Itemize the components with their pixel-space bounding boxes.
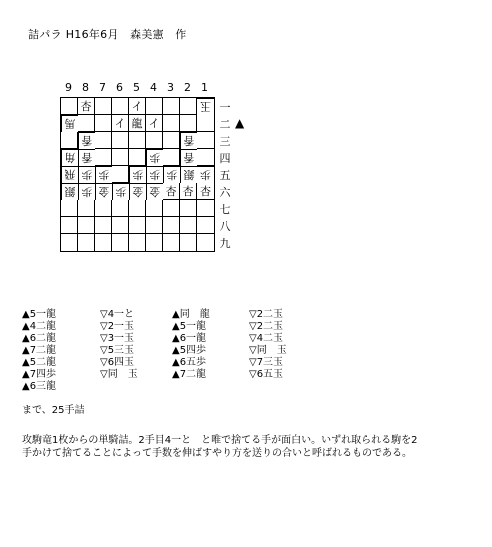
board-piece: 角 — [61, 149, 78, 166]
puzzle-commentary: 攻駒竜1枚からの単騎詰。2手目4一と と唯で捨てる手が面白い。いずれ取られる駒を2手かけて捨てることによって手数を伸ばすやり方を送りの合いと呼ばれるものである。 — [22, 435, 418, 459]
board-square — [163, 98, 180, 115]
rank-label: 九 — [219, 237, 231, 250]
file-label: 3 — [167, 81, 174, 94]
board-piece: 香 — [180, 132, 197, 149]
board-piece: 馬 — [61, 115, 78, 132]
board-square — [61, 132, 78, 149]
board-square — [78, 234, 95, 251]
board-square — [112, 166, 129, 183]
board-square — [129, 234, 146, 251]
board-piece: 歩 — [146, 149, 163, 166]
board-square — [163, 149, 180, 166]
board-square — [197, 200, 214, 217]
move-entry: ▽7三玉 — [249, 357, 284, 368]
board-square — [78, 115, 95, 132]
move-entry: ▽4二玉 — [249, 333, 284, 344]
board-square — [129, 217, 146, 234]
board-square — [78, 200, 95, 217]
board-square — [180, 200, 197, 217]
board-square — [61, 200, 78, 217]
move-entry: ▲6二龍 — [22, 333, 57, 344]
move-entry: ▲6一龍 — [172, 333, 207, 344]
file-label: 7 — [99, 81, 106, 94]
board-piece: イ — [129, 98, 146, 115]
board-piece: 歩 — [78, 183, 95, 200]
file-label: 6 — [116, 81, 123, 94]
file-labels — [60, 81, 213, 95]
move-entry: ▽2一玉 — [100, 321, 135, 332]
move-entry: ▽5三玉 — [100, 345, 135, 356]
board-piece: 金 — [129, 183, 146, 200]
board-square — [163, 132, 180, 149]
file-label: 4 — [150, 81, 157, 94]
board-piece: イ — [146, 115, 163, 132]
board-square — [180, 234, 197, 251]
move-entry: ▲6五歩 — [172, 357, 207, 368]
board-piece: 金 — [95, 183, 112, 200]
board-piece: 杏 — [78, 98, 95, 115]
board-piece: 歩 — [197, 166, 214, 183]
board-square — [95, 217, 112, 234]
board-square — [197, 234, 214, 251]
board-square — [146, 200, 163, 217]
board-square — [61, 234, 78, 251]
move-entry: ▲5一龍 — [22, 309, 57, 320]
board-piece: 銀 — [61, 183, 78, 200]
rank-label: 七 — [219, 203, 231, 216]
move-entry: ▲5一龍 — [172, 321, 207, 332]
board-square — [95, 98, 112, 115]
rank-label: 一 — [219, 101, 231, 114]
board-square — [112, 132, 129, 149]
move-entry: ▲7四歩 — [22, 369, 57, 380]
board-square — [95, 234, 112, 251]
board-piece: 歩 — [163, 166, 180, 183]
board-piece: 香 — [180, 149, 197, 166]
board-square — [112, 234, 129, 251]
move-entry: ▽同 玉 — [100, 369, 138, 380]
rank-label: 三 — [219, 135, 231, 148]
board-square — [129, 132, 146, 149]
board-square — [95, 200, 112, 217]
board-square — [112, 149, 129, 166]
board-square — [197, 149, 214, 166]
board-piece: イ — [112, 115, 129, 132]
board-piece: 歩 — [129, 166, 146, 183]
board-square — [78, 217, 95, 234]
file-label: 9 — [65, 81, 72, 94]
board-square — [163, 200, 180, 217]
board-square — [112, 217, 129, 234]
rank-label: 八 — [219, 220, 231, 233]
board-piece: 銀 — [180, 166, 197, 183]
board-piece: 杏 — [197, 183, 214, 200]
board-square — [180, 217, 197, 234]
board-piece: 歩 — [95, 166, 112, 183]
board-square — [146, 234, 163, 251]
board-square — [180, 98, 197, 115]
move-entry: ▽同 玉 — [249, 345, 287, 356]
board-piece: 杏 — [180, 183, 197, 200]
board-square — [95, 132, 112, 149]
move-entry: ▽2二玉 — [249, 321, 284, 332]
move-entry: ▲7二龍 — [172, 369, 207, 380]
move-entry: ▲7二龍 — [22, 345, 57, 356]
board-square — [129, 200, 146, 217]
move-entry: ▽4一と — [100, 309, 135, 320]
board-square — [146, 98, 163, 115]
board-piece: 香 — [78, 132, 95, 149]
board-square — [163, 234, 180, 251]
board-square — [180, 115, 197, 132]
board-piece: 飛 — [61, 166, 78, 183]
shogi-board — [60, 97, 215, 252]
solution-length: まで、25手詰 — [22, 405, 85, 416]
board-square — [197, 115, 214, 132]
rank-label: 二 — [219, 118, 231, 131]
file-label: 5 — [133, 81, 140, 94]
board-square — [129, 149, 146, 166]
sente-turn-marker: ▲ — [235, 116, 245, 130]
board-piece: 龍 — [129, 115, 146, 132]
file-label: 8 — [82, 81, 89, 94]
puzzle-title: 詰パラ H16年6月 森美憲 作 — [28, 28, 187, 41]
board-piece: 歩 — [146, 166, 163, 183]
move-entry: ▽3一玉 — [100, 333, 135, 344]
board-square — [197, 132, 214, 149]
board-square — [112, 98, 129, 115]
rank-label: 五 — [219, 169, 231, 182]
board-piece: 香 — [78, 149, 95, 166]
rank-label: 六 — [219, 186, 231, 199]
board-square — [146, 132, 163, 149]
move-entry: ▽6四玉 — [100, 357, 135, 368]
move-entry: ▲同 龍 — [172, 309, 210, 320]
move-entry: ▽6五玉 — [249, 369, 284, 380]
board-square — [95, 115, 112, 132]
file-label: 1 — [201, 81, 208, 94]
move-entry: ▽2二玉 — [249, 309, 284, 320]
board-piece: 杏 — [163, 183, 180, 200]
board-piece: 歩 — [112, 183, 129, 200]
board-square — [146, 217, 163, 234]
move-entry: ▲5四歩 — [172, 345, 207, 356]
board-square — [61, 217, 78, 234]
board-square — [163, 217, 180, 234]
board-piece: 玉 — [197, 98, 214, 115]
board-square — [112, 200, 129, 217]
board-square — [61, 98, 78, 115]
move-entry: ▲5二龍 — [22, 357, 57, 368]
rank-label: 四 — [219, 152, 231, 165]
board-square — [197, 217, 214, 234]
board-square — [163, 115, 180, 132]
move-entry: ▲6三龍 — [22, 381, 57, 392]
move-entry: ▲4二龍 — [22, 321, 57, 332]
board-piece: 歩 — [78, 166, 95, 183]
file-label: 2 — [184, 81, 191, 94]
board-square — [95, 149, 112, 166]
board-piece: 金 — [146, 183, 163, 200]
